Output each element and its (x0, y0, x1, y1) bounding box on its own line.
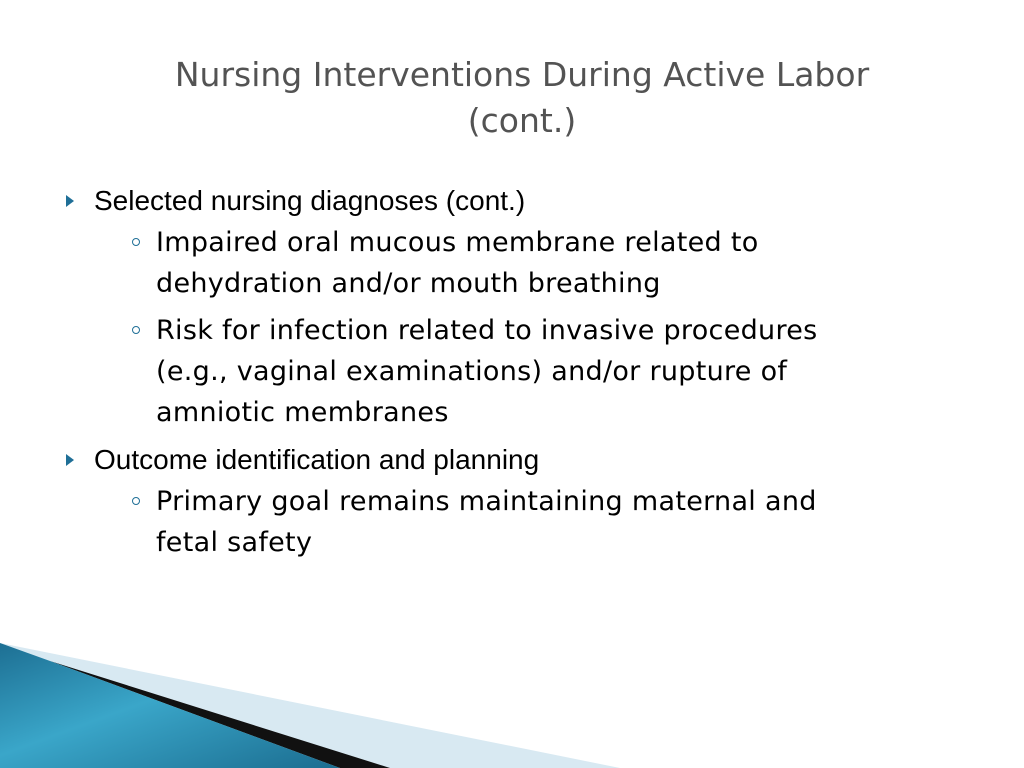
sub-bullet-line: amniotic membranes (156, 397, 449, 428)
bullet-text: Outcome identification and planning (94, 444, 540, 475)
triangle-arrow-icon (66, 454, 74, 466)
sub-bullet-line: Impaired oral mucous membrane related to (156, 227, 759, 258)
bullet-item-outcome (62, 439, 962, 563)
sub-bullet-line: dehydration and/or mouth breathing (156, 268, 661, 299)
ring-bullet-icon (132, 326, 140, 334)
sub-bullet-item (94, 481, 962, 563)
triangle-arrow-icon (66, 195, 74, 207)
sub-bullet-line: (e.g., vaginal examinations) and/or rupture of (156, 356, 788, 387)
sub-bullet-list (94, 481, 962, 563)
ring-bullet-icon (132, 238, 140, 246)
sub-bullet-line: fetal safety (156, 527, 313, 558)
bullet-list (62, 180, 962, 569)
ring-bullet-icon (132, 497, 140, 505)
sub-bullet-item (94, 222, 962, 304)
sub-bullet-item (94, 310, 962, 433)
slide-title-line: Nursing Interventions During Active Labor (174, 55, 870, 94)
bullet-item-diagnoses (62, 180, 962, 433)
bullet-text: Selected nursing diagnoses (cont.) (94, 185, 526, 216)
sub-bullet-line: Primary goal remains maintaining maternal and (156, 486, 817, 517)
sub-bullet-line: Risk for infection related to invasive procedures (156, 315, 818, 346)
slide-title (60, 52, 984, 144)
corner-decoration (0, 643, 620, 768)
slide-title-line: (cont.) (467, 101, 577, 140)
sub-bullet-list (94, 222, 962, 433)
